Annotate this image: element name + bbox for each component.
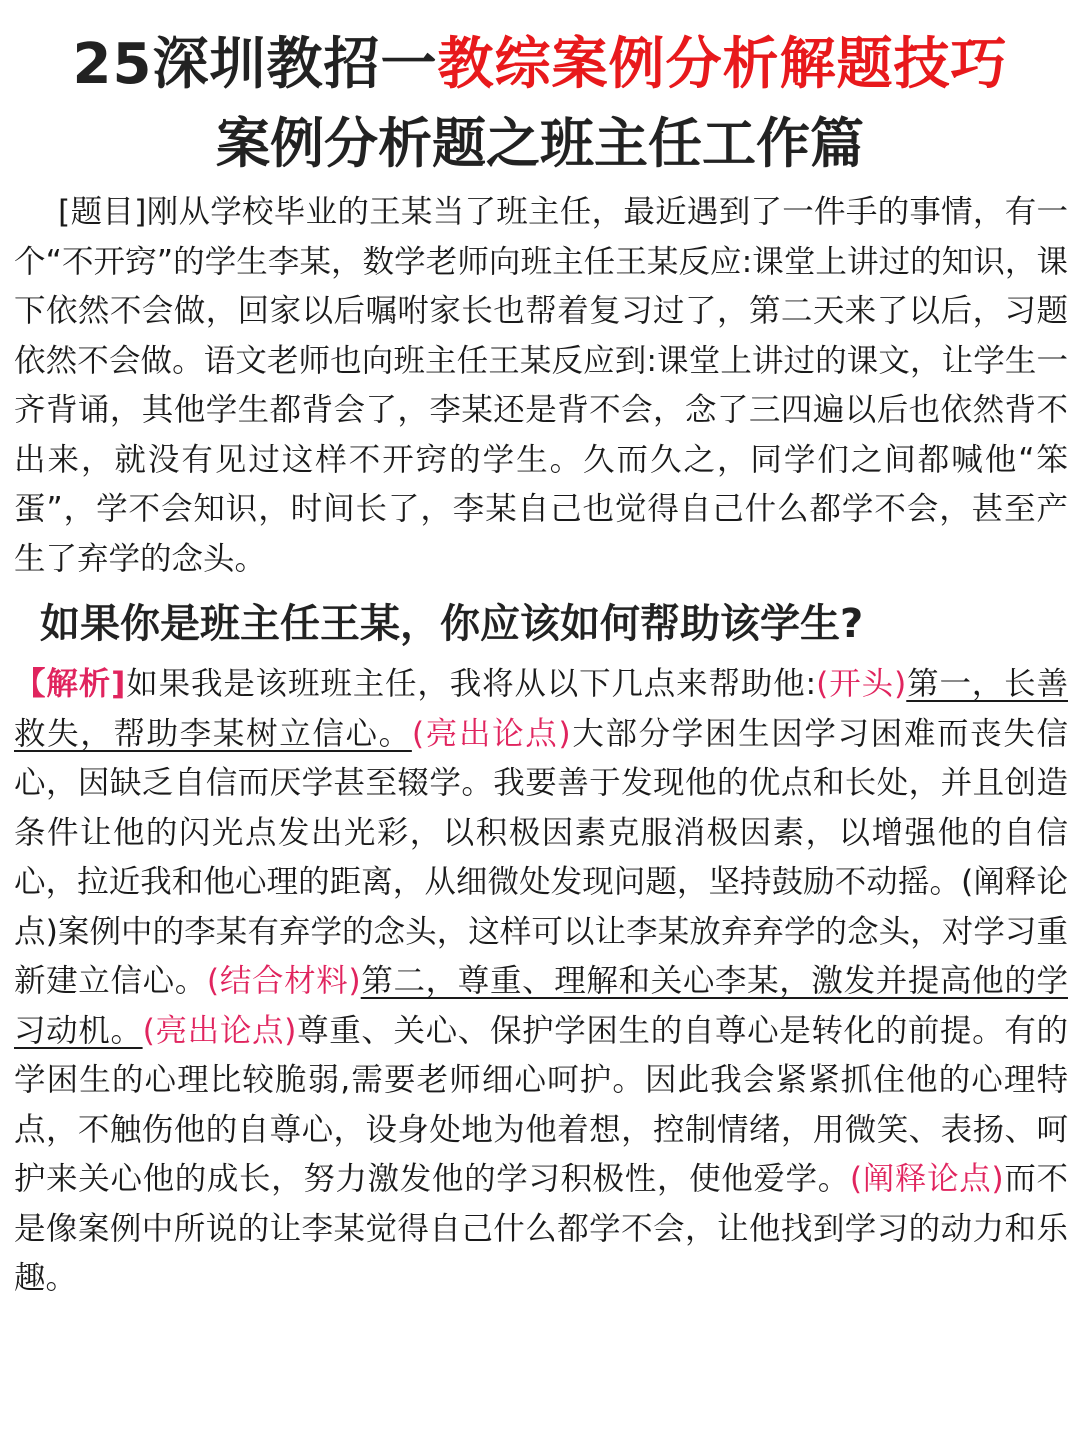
tag-state-point-two: (亮出论点): [142, 1012, 297, 1049]
question-prompt: 如果你是班主任王某，你应该如何帮助该学生?: [40, 601, 864, 647]
tag-explain-point: (阐释论点): [849, 1161, 1004, 1197]
page-title: [0, 0, 1080, 100]
analysis-intro: 如果我是该班班主任，我将从以下几点来帮助他:: [125, 666, 817, 702]
title-black-part: 25深圳教招一: [72, 32, 438, 97]
question-paragraph: [14, 188, 1068, 584]
point-one: 第一，长善救失，帮助李某树立信心。: [14, 666, 1068, 752]
closing-body: 而不是像案例中所说的让李某觉得自己什么都学不会，让他找到学习的动力和乐趣。: [14, 1161, 1068, 1296]
point-two: 第二，尊重、理解和关心李某，激发并提高他的学习动机。: [14, 963, 1068, 1049]
tag-opening: (开头): [816, 666, 907, 702]
question-text: 刚从学校毕业的王某当了班主任，最近遇到了一件手的事情，有一个“不开窍”的学生李某，数学老师向班主任王某反应:课堂上讲过的知识，课下依然不会做，回家以后嘱咐家长也帮着复习过了，第二天来了以后，习题依然不会做。语文老师也向班主任王某反应到:课堂上讲过的课文，让学生一齐背诵，其他学生都背会了，李某还是背不会，念了三四遍以后也依然背不出来，就没有见过这样不开窍的学生。久而久之，同学们之间都喊他“笨蛋”，学不会知识，时间长了，李某自己也觉得自己什么都学不会，甚至产生了弃学的念头。: [14, 194, 1068, 577]
tag-combine-material: (结合材料): [206, 963, 361, 999]
analysis-paragraph: [14, 660, 1068, 1304]
question-label: [题目]: [58, 194, 147, 230]
tag-state-point-one: (亮出论点): [411, 715, 571, 752]
title-red-part: 教综案例分析解题技巧: [437, 32, 1008, 97]
page-subtitle: 案例分析题之班主任工作篇: [216, 112, 864, 175]
point-one-body: 大部分学困生因学习困难而丧失信心，因缺乏自信而厌学甚至辍学。我要善于发现他的优点和长处，并且创造条件让他的闪光点发出光彩，以积极因素克服消极因素，以增强他的自信心，拉近我和他心理的距离，从细微处发现问题，坚持鼓励不动摇。(阐释论点)案例中的李某有弃学的念头，这样可以让李某放弃弃学的念头，对学习重新建立信心。: [14, 715, 1068, 999]
point-two-body: 尊重、关心、保护学困生的自尊心是转化的前提。有的学困生的心理比较脆弱,需要老师细心呵护。因此我会紧紧抓住他的心理特点，不触伤他的自尊心，设身处地为他着想，控制情绪，用微笑、表扬、呵护来关心他的成长，努力激发他的学习积极性，使他爱学。: [14, 1012, 1068, 1197]
analysis-label: 【解析]: [14, 666, 126, 702]
